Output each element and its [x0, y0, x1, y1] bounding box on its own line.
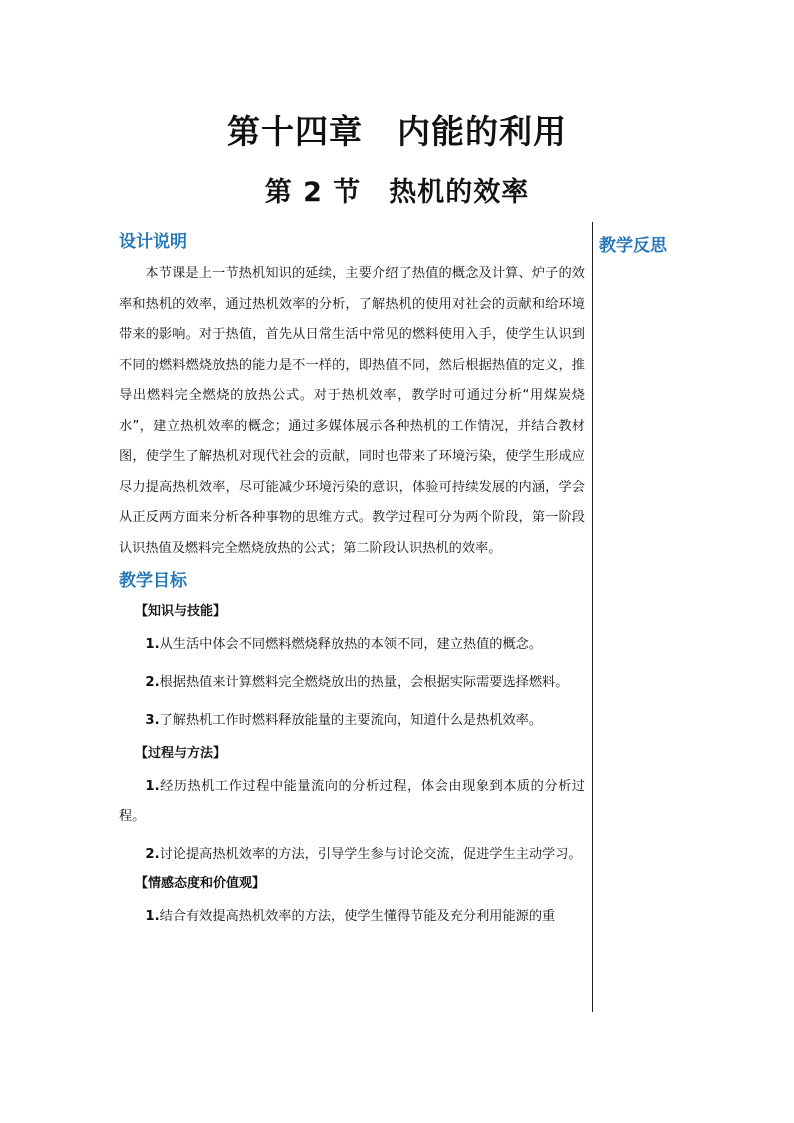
item-number: 1. — [145, 779, 160, 794]
process-item-2 — [119, 840, 585, 870]
process-methods-label: 【过程与方法】 — [135, 746, 227, 761]
item-number: 2. — [145, 847, 160, 862]
reflection-heading: 教学反思 — [599, 236, 667, 256]
process-item-1 — [119, 772, 585, 832]
chapter-title: 第十四章 内能的利用 — [227, 112, 567, 151]
item-text: 了解热机工作时燃料释放能量的主要流向，知道什么是热机效率。 — [159, 713, 543, 728]
item-text: 根据热值来计算燃料完全燃烧放出的热量，会根据实际需要选择燃料。 — [159, 675, 569, 690]
goals-heading: 教学目标 — [119, 571, 187, 591]
emotion-values-label: 【情感态度和价值观】 — [135, 876, 266, 891]
item-number: 1. — [145, 637, 160, 652]
knowledge-item-2 — [119, 668, 585, 698]
column-divider — [592, 222, 593, 1012]
item-text: 经历热机工作过程中能量流向的分析过程，体会由现象到本质的分析过程。 — [119, 779, 585, 824]
knowledge-item-1 — [119, 630, 585, 660]
item-number: 2. — [145, 675, 160, 690]
emotion-item-1 — [119, 902, 585, 932]
design-paragraph: 本节课是上一节热机知识的延续，主要介绍了热值的概念及计算、炉子的效率和热机的效率，通过热机效率的分析，了解热机的使用对社会的贡献和给环境带来的影响。对于热值，首先从日常生活中常见的燃料使用入手，使学生认识到不同的燃料燃烧放热的能力是不一样的，即热值不同，然后根据热值的定义，推导出燃料完全燃烧的放热公式。对于热机效率，教学时可通过分析“用煤炭烧水”，建立热机效率的概念；通过多媒体展示各种热机的工作情况，并结合教材图，使学生了解热机对现代社会的贡献，同时也带来了环境污染，使学生形成应尽力提高热机效率，尽可能减少环境污染的意识，体验可持续发展的内涵，学会从正反两方面来分析各种事物的思维方式。教学过程可分为两个阶段，第一阶段认识热值及燃料完全燃烧放热的公式；第二阶段认识热机的效率。 — [119, 266, 585, 556]
item-number: 1. — [145, 909, 160, 924]
knowledge-skills-label: 【知识与技能】 — [135, 604, 227, 619]
item-number: 3. — [145, 713, 160, 728]
main-column — [119, 231, 585, 932]
knowledge-item-3 — [119, 706, 585, 736]
section-title: 第 2 节 热机的效率 — [264, 177, 530, 208]
design-heading: 设计说明 — [119, 232, 187, 252]
item-text: 结合有效提高热机效率的方法，使学生懂得节能及充分利用能源的重 — [159, 909, 556, 924]
item-text: 讨论提高热机效率的方法，引导学生参与讨论交流，促进学生主动学习。 — [159, 847, 582, 862]
item-text: 从生活中体会不同燃料燃烧释放热的本领不同，建立热值的概念。 — [159, 637, 543, 652]
